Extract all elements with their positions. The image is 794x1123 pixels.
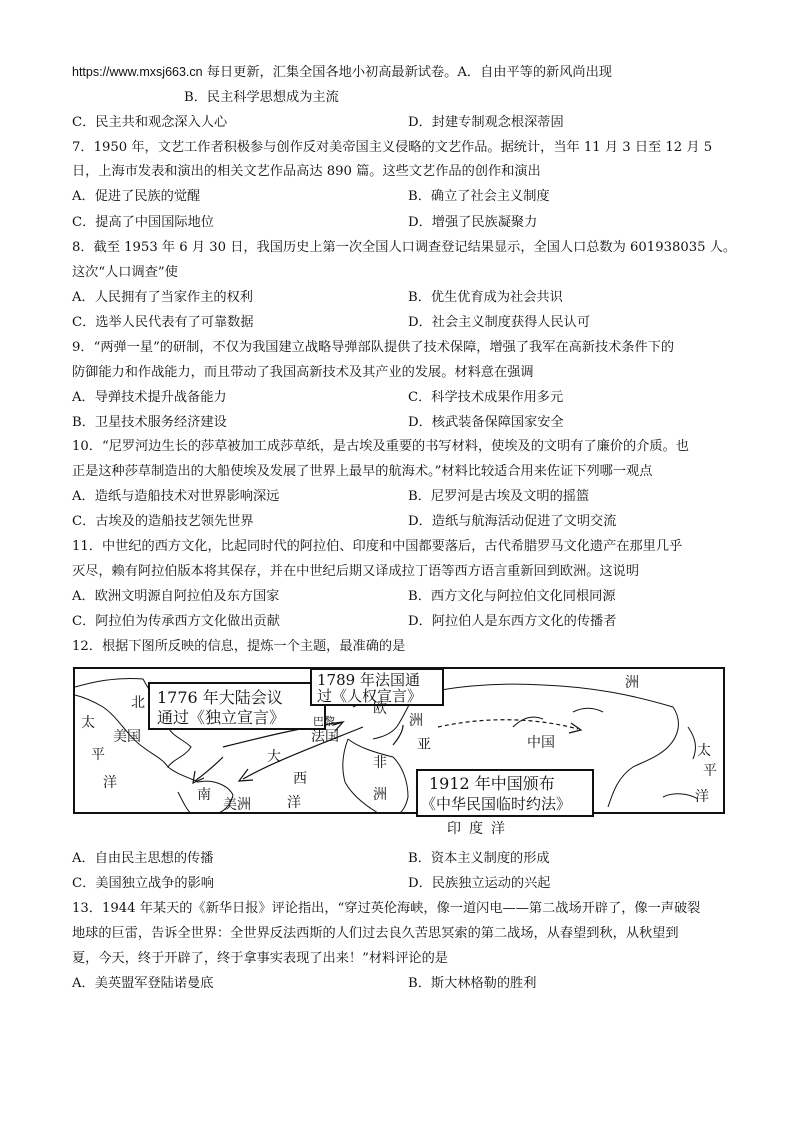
label-yin: 印 xyxy=(447,821,461,837)
q13-option-b: B．斯大林格勒的胜利 xyxy=(408,976,537,991)
world-map-figure xyxy=(73,667,725,837)
label-zhou3: 洲 xyxy=(625,675,639,691)
q7-option-a: A．促进了民族的觉醒 xyxy=(72,189,201,204)
label-ping2: 平 xyxy=(703,763,717,779)
label-ping: 平 xyxy=(91,747,105,763)
q11-stem-line1: 11．中世纪的西方文化，比起同时代的阿拉伯、印度和中国都要落后，古代希腊罗马文化遗产在那里几乎 xyxy=(72,539,683,554)
label-bali: 巴黎 xyxy=(313,715,335,728)
q9-stem-line2: 防御能力和作战能力，而且带动了我国高新技术及其产业的发展。材料意在强调 xyxy=(72,365,534,380)
label-xi: 西 xyxy=(293,771,307,787)
q7-stem-line2: 日，上海市发表和演出的相关文艺作品高达 890 篇。这些文艺作品的创作和演出 xyxy=(72,164,541,179)
q13-stem-line3: 夏，今天，终于开辟了，终于拿事实表现了出来！”材料评论的是 xyxy=(72,951,448,966)
q10-stem-line1: 10．“尼罗河边生长的莎草被加工成莎草纸，是古埃及重要的书写材料，使埃及的文明有了廉价的介质。也 xyxy=(72,439,689,454)
q9-option-b: B．卫星技术服务经济建设 xyxy=(72,415,227,430)
label-bei: 北 xyxy=(131,695,145,711)
q11-option-b: B．西方文化与阿拉伯文化同根同源 xyxy=(408,589,616,604)
label-da: 大 xyxy=(267,749,281,765)
label-tai2: 太 xyxy=(697,743,711,759)
q7-stem-line1: 7．1950 年，文艺工作者积极参与创作反对美帝国主义侵略的文艺作品。据统计，当年 11 月 3 日至 12 月 5 xyxy=(72,140,713,155)
header-line xyxy=(72,63,612,82)
label-yang: 洋 xyxy=(103,775,117,791)
q10-option-d: D．造纸与航海活动促进了文明交流 xyxy=(408,514,617,529)
q8-option-b: B．优生优育成为社会共识 xyxy=(408,290,563,305)
label-zhou: 洲 xyxy=(373,787,387,803)
box-1776-line1: 1776 年大陆会议 xyxy=(157,688,283,707)
q6-option-b: B．民主科学思想成为主流 xyxy=(184,90,339,105)
label-yang2: 洋 xyxy=(287,795,301,811)
q8-option-d: D．社会主义制度获得人民认可 xyxy=(408,315,591,330)
q12-option-a: A．自由民主思想的传播 xyxy=(72,851,214,866)
box-1912 xyxy=(417,770,593,816)
q13-option-a: A．美英盟军登陆诺曼底 xyxy=(72,976,214,991)
q13-stem-line1: 13．1944 年某天的《新华日报》评论指出，“穿过英伦海峡，像一道闪电——第二战场开辟了，像一声破裂 xyxy=(72,901,701,916)
q8-stem-line1: 8．截至 1953 年 6 月 30 日，我国历史上第一次全国人口调查登记结果显示，全国人口总数为 601938035 人。 xyxy=(72,240,737,255)
source-url[interactable]: https://www.mxsj663.cn xyxy=(72,65,203,79)
box-1789-line1: 1789 年法国通 xyxy=(317,671,420,689)
q7-option-d: D．增强了民族凝聚力 xyxy=(408,215,538,230)
label-nan: 南 xyxy=(197,787,211,803)
q9-option-d: D．核武装备保障国家安全 xyxy=(408,415,564,430)
header-text: 每日更新，汇集全国各地小初高最新试卷。A．自由平等的新风尚出现 xyxy=(202,65,612,80)
box-1776 xyxy=(149,683,325,729)
q11-stem-line2: 灭尽，赖有阿拉伯版本将其保存，并在中世纪后期又译成拉丁语等西方语言重新回到欧洲。这说明 xyxy=(72,564,640,579)
q10-option-a: A．造纸与造船技术对世界影响深远 xyxy=(72,489,280,504)
box-1789 xyxy=(311,669,443,705)
q10-option-b: B．尼罗河是古埃及文明的摇篮 xyxy=(408,489,590,504)
q8-option-a: A．人民拥有了当家作主的权利 xyxy=(72,290,253,305)
label-zhongguo: 中国 xyxy=(527,735,555,751)
q8-option-c: C．选举人民代表有了可靠数据 xyxy=(72,315,254,330)
q11-option-d: D．阿拉伯人是东西方文化的传播者 xyxy=(408,614,617,629)
label-meizhou: 美洲 xyxy=(223,797,251,813)
q9-option-a: A．导弹技术提升战备能力 xyxy=(72,390,227,405)
label-yang4: 洋 xyxy=(491,821,505,837)
q12-option-b: B．资本主义制度的形成 xyxy=(408,851,550,866)
label-faguo: 法国 xyxy=(311,729,339,745)
q6-option-c: C．民主共和观念深入人心 xyxy=(72,115,228,130)
q12-option-c: C．美国独立战争的影响 xyxy=(72,876,214,891)
box-1912-line2: 《中华民国临时约法》 xyxy=(421,795,572,813)
q11-option-a: A．欧洲文明源自阿拉伯及东方国家 xyxy=(72,589,280,604)
q6-option-d: D．封建专制观念根深蒂固 xyxy=(408,115,564,130)
q7-option-b: B．确立了社会主义制度 xyxy=(408,189,550,204)
q8-stem-line2: 这次“人口调查”使 xyxy=(72,265,178,280)
box-1776-line2: 通过《独立宣言》 xyxy=(157,708,286,727)
label-zhou2: 洲 xyxy=(409,713,423,729)
box-1789-line2: 过《人权宣言》 xyxy=(317,687,423,705)
box-1912-line1: 1912 年中国颁布 xyxy=(429,774,555,793)
label-tai: 太 xyxy=(81,715,95,731)
label-meiguo: 美国 xyxy=(113,729,141,745)
q12-stem: 12．根据下图所反映的信息，提炼一个主题，最准确的是 xyxy=(72,639,406,654)
q9-stem-line1: 9．“两弹一星”的研制，不仅为我国建立战略导弹部队提供了技术保障，增强了我军在高新技术条件下的 xyxy=(72,340,675,355)
q10-option-c: C．古埃及的造船技艺领先世界 xyxy=(72,514,254,529)
label-yang3: 洋 xyxy=(695,789,709,805)
q11-option-c: C．阿拉伯为传承西方文化做出贡献 xyxy=(72,614,280,629)
q10-stem-line2: 正是这种莎草制造出的大船使埃及发展了世界上最早的航海术。”材料比较适合用来佐证下列哪一观点 xyxy=(72,464,653,479)
label-ya: 亚 xyxy=(417,737,431,753)
label-ou: 欧 xyxy=(373,701,387,717)
q12-option-d: D．民族独立运动的兴起 xyxy=(408,876,551,891)
q7-option-c: C．提高了中国国际地位 xyxy=(72,215,214,230)
label-fei: 非 xyxy=(373,755,387,771)
q13-stem-line2: 地球的巨雷，告诉全世界：全世界反法西斯的人们过去良久苦思冥索的第二战场，从春望到秋，从秋望到 xyxy=(72,926,679,941)
q9-option-c: C．科学技术成果作用多元 xyxy=(408,390,564,405)
label-du: 度 xyxy=(469,821,483,837)
